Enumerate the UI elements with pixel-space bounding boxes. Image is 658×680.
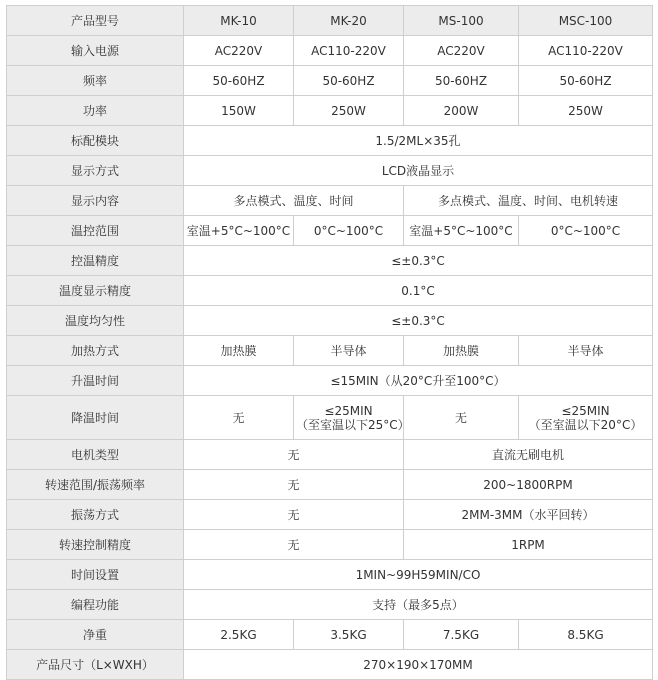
spec-label: 显示方式	[7, 156, 184, 186]
spec-value: 半导体	[294, 336, 404, 366]
spec-row	[7, 126, 653, 156]
spec-row	[7, 620, 653, 650]
spec-row	[7, 500, 653, 530]
spec-label: 温控范围	[7, 216, 184, 246]
spec-value: 无	[184, 470, 404, 500]
spec-value: 2.5KG	[184, 620, 294, 650]
spec-value	[294, 396, 410, 440]
spec-row	[7, 396, 653, 440]
spec-value: 1MIN~99H59MIN/CO	[184, 560, 653, 590]
spec-label: 产品尺寸（L×WXH）	[7, 650, 184, 680]
spec-value: 200~1800RPM	[404, 470, 653, 500]
spec-label: 加热方式	[7, 336, 184, 366]
spec-label: 频率	[7, 66, 184, 96]
spec-value-line2: （至室温以下20°C）	[528, 417, 643, 432]
spec-row	[7, 36, 653, 66]
model-msc-100: MSC-100	[519, 6, 653, 36]
header-label: 产品型号	[7, 6, 184, 36]
spec-row	[7, 66, 653, 96]
spec-value: AC110-220V	[294, 36, 404, 66]
spec-label: 功率	[7, 96, 184, 126]
spec-value: 加热膜	[184, 336, 294, 366]
spec-row	[7, 366, 653, 396]
spec-value: 直流无刷电机	[404, 440, 653, 470]
spec-value: 200W	[404, 96, 519, 126]
spec-label: 转速范围/振荡频率	[7, 470, 184, 500]
spec-value-line2: （至室温以下25°C）	[296, 417, 410, 432]
spec-label: 时间设置	[7, 560, 184, 590]
spec-value: ≤±0.3°C	[184, 246, 653, 276]
spec-row	[7, 530, 653, 560]
spec-value: ≤±0.3°C	[184, 306, 653, 336]
spec-label: 温度显示精度	[7, 276, 184, 306]
spec-row	[7, 306, 653, 336]
spec-row	[7, 276, 653, 306]
spec-value: 0°C~100°C	[294, 216, 404, 246]
spec-value: 7.5KG	[404, 620, 519, 650]
spec-value: 0.1°C	[184, 276, 653, 306]
spec-table-body	[7, 6, 653, 680]
spec-row	[7, 590, 653, 620]
spec-row	[7, 650, 653, 680]
spec-label: 显示内容	[7, 186, 184, 216]
spec-value: 50-60HZ	[294, 66, 404, 96]
spec-label: 电机类型	[7, 440, 184, 470]
spec-value: 1.5/2ML×35孔	[184, 126, 653, 156]
spec-value: ≤15MIN（从20°C升至100°C）	[184, 366, 653, 396]
spec-value: 250W	[519, 96, 653, 126]
spec-label: 净重	[7, 620, 184, 650]
spec-value-line1: ≤25MIN	[324, 403, 373, 418]
spec-row	[7, 560, 653, 590]
spec-value-line1: ≤25MIN	[561, 403, 610, 418]
spec-row	[7, 440, 653, 470]
spec-value: 无	[404, 396, 519, 440]
spec-value: 50-60HZ	[519, 66, 653, 96]
spec-row	[7, 96, 653, 126]
spec-row	[7, 470, 653, 500]
spec-value: 加热膜	[404, 336, 519, 366]
spec-row	[7, 186, 653, 216]
spec-label: 转速控制精度	[7, 530, 184, 560]
spec-value: 多点模式、温度、时间、电机转速	[404, 186, 653, 216]
spec-value: 8.5KG	[519, 620, 653, 650]
spec-value	[519, 396, 653, 440]
spec-value: 半导体	[519, 336, 653, 366]
model-mk-10: MK-10	[184, 6, 294, 36]
spec-value: 50-60HZ	[184, 66, 294, 96]
spec-value: LCD液晶显示	[184, 156, 653, 186]
spec-value: 支持（最多5点）	[184, 590, 653, 620]
spec-value: 无	[184, 396, 294, 440]
spec-value: 150W	[184, 96, 294, 126]
spec-label: 输入电源	[7, 36, 184, 66]
spec-label: 升温时间	[7, 366, 184, 396]
spec-value: AC220V	[404, 36, 519, 66]
spec-value: 室温+5°C~100°C	[404, 216, 519, 246]
spec-value: AC110-220V	[519, 36, 653, 66]
model-ms-100: MS-100	[404, 6, 519, 36]
spec-label: 标配模块	[7, 126, 184, 156]
spec-value: 多点模式、温度、时间	[184, 186, 404, 216]
spec-value: 3.5KG	[294, 620, 404, 650]
spec-value: 50-60HZ	[404, 66, 519, 96]
spec-row	[7, 336, 653, 366]
spec-value: AC220V	[184, 36, 294, 66]
spec-value: 270×190×170MM	[184, 650, 653, 680]
spec-value: 无	[184, 500, 404, 530]
spec-label: 降温时间	[7, 396, 184, 440]
spec-label: 振荡方式	[7, 500, 184, 530]
header-row	[7, 6, 653, 36]
spec-table	[6, 5, 653, 680]
spec-label: 温度均匀性	[7, 306, 184, 336]
spec-value: 0°C~100°C	[519, 216, 653, 246]
spec-row	[7, 246, 653, 276]
model-mk-20: MK-20	[294, 6, 404, 36]
spec-label: 编程功能	[7, 590, 184, 620]
spec-value: 无	[184, 440, 404, 470]
spec-value: 无	[184, 530, 404, 560]
spec-label: 控温精度	[7, 246, 184, 276]
spec-row	[7, 216, 653, 246]
spec-value: 250W	[294, 96, 404, 126]
spec-value: 1RPM	[404, 530, 653, 560]
spec-row	[7, 156, 653, 186]
spec-value: 室温+5°C~100°C	[184, 216, 294, 246]
spec-value: 2MM-3MM（水平回转）	[404, 500, 653, 530]
